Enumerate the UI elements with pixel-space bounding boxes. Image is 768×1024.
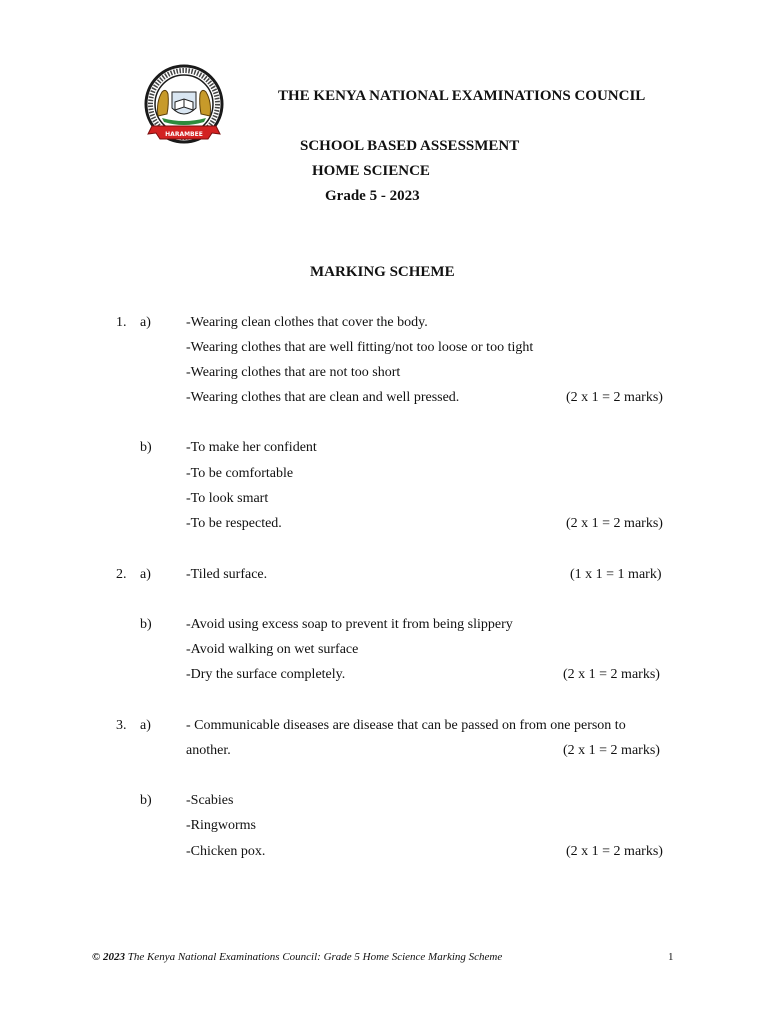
answer-line: -Wearing clothes that are not too short — [186, 365, 401, 380]
marks-allocation: (1 x 1 = 1 mark) — [570, 567, 662, 582]
question-number: 3. — [116, 718, 127, 733]
marks-allocation: (2 x 1 = 2 marks) — [563, 667, 660, 682]
part-label: a) — [140, 315, 151, 330]
question-number: 1. — [116, 315, 127, 330]
answer-line: -Avoid using excess soap to prevent it from being slippery — [186, 617, 513, 632]
council-title: THE KENYA NATIONAL EXAMINATIONS COUNCIL — [278, 88, 646, 104]
marks-allocation: (2 x 1 = 2 marks) — [566, 844, 663, 859]
subject-title: HOME SCIENCE — [312, 163, 430, 179]
answer-line: -Chicken pox. — [186, 844, 266, 859]
question-number: 2. — [116, 567, 127, 582]
marking-scheme-title: MARKING SCHEME — [310, 264, 455, 280]
answer-line: -Avoid walking on wet surface — [186, 642, 359, 657]
marks-allocation: (2 x 1 = 2 marks) — [566, 516, 663, 531]
answer-line: -To make her confident — [186, 440, 317, 455]
answer-line: -To be respected. — [186, 516, 282, 531]
marks-allocation: (2 x 1 = 2 marks) — [563, 743, 660, 758]
answer-line: -Wearing clothes that are clean and well pressed. — [186, 390, 460, 405]
knec-logo — [138, 64, 230, 148]
grade-title: Grade 5 - 2023 — [325, 188, 420, 204]
svg-text:HARAMBEE: HARAMBEE — [165, 131, 203, 138]
part-label: a) — [140, 718, 151, 733]
part-label: b) — [140, 617, 152, 632]
part-label: b) — [140, 440, 152, 455]
part-label: a) — [140, 567, 151, 582]
answer-line: -Wearing clothes that are well fitting/not too loose or too tight — [186, 340, 534, 355]
footer-text: The Kenya National Examinations Council: Grade 5 Home Science Marking Scheme — [124, 951, 503, 963]
answer-line: -Tiled surface. — [186, 567, 268, 582]
part-label: b) — [140, 793, 152, 808]
answer-line: -Wearing clean clothes that cover the body. — [186, 315, 428, 330]
answer-line: -Dry the surface completely. — [186, 667, 346, 682]
marks-allocation: (2 x 1 = 2 marks) — [566, 390, 663, 405]
page-number: 1 — [668, 951, 674, 963]
footer-copyright-year: © 2023 — [92, 951, 125, 963]
page-footer — [92, 951, 502, 963]
answer-line: another. — [186, 743, 231, 758]
answer-line: -To be comfortable — [186, 466, 294, 481]
answer-line: -To look smart — [186, 491, 269, 506]
answer-line: - Communicable diseases are disease that can be passed on from one person to — [186, 718, 626, 733]
answer-line: -Scabies — [186, 793, 234, 808]
assessment-title: SCHOOL BASED ASSESSMENT — [300, 138, 520, 154]
answer-line: -Ringworms — [186, 818, 256, 833]
